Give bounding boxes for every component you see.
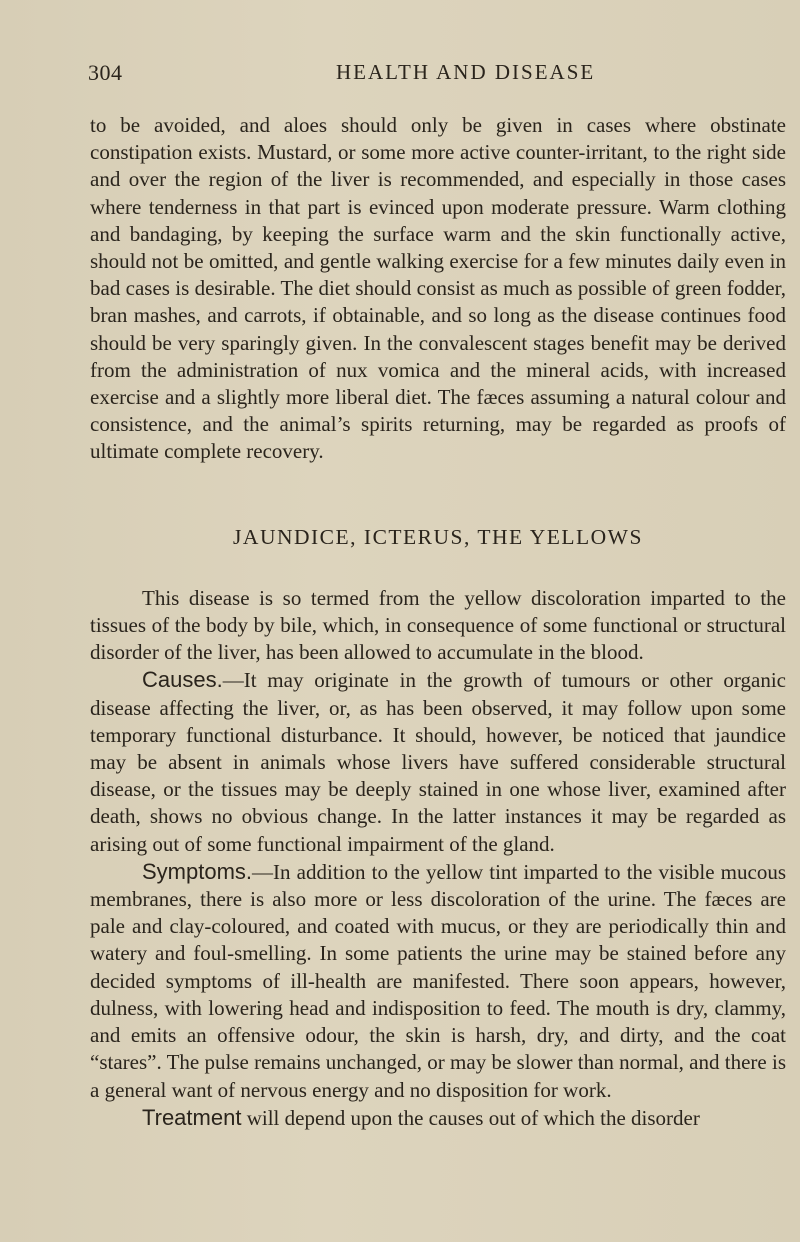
treatment-paragraph (90, 1104, 786, 1132)
section-title: JAUNDICE, ICTERUS, THE YELLOWS (233, 524, 643, 549)
page-body (90, 112, 786, 1132)
running-title: HEALTH AND DISEASE (336, 60, 596, 84)
symptoms-heading: Symptoms. (142, 858, 253, 884)
symptoms-text: —In addition to the yellow tint imparted to the visible mucous membranes, there is also more or less discoloration of the urine. The fæces are pale and clay-coloured, and coated with mucus, or they are periodically thin and watery and foul-smelling. In some patients the urine may be stained before any decided symptoms of ill-health are manifested. There soon appears, however, dulness, with lowering head and indisposition to feed. The mouth is dry, clammy, and emits an offensive odour, the skin is harsh, dry, and dirty, and the coat “stares”. The pulse remains unchanged, or may be slower than normal, and there is a general want of nervous energy and no disposition for work. (90, 859, 786, 1102)
treatment-text: will depend upon the causes out of which the disorder (241, 1105, 700, 1130)
causes-text: —It may originate in the growth of tumours or other organic disease affecting the liver, or, as has been observed, it may follow upon some temporary functional disturbance. It should, however, be noticed that jaundice may be absent in animals whose livers have suffered considerable structural disease, or the tissues may be deeply stained in one whose liver, examined after death, shows no obvious change. In the latter instances it may be regarded as arising out of some functional impairment of the gland. (90, 668, 786, 856)
page-number: 304 (88, 60, 123, 85)
intro-paragraph: This disease is so termed from the yellow discoloration imparted to the tissues of the body by bile, which, in consequence of some functional or structural disorder of the liver, has been allowed to accumulate in the blood. (90, 585, 786, 665)
causes-paragraph (90, 666, 786, 857)
causes-heading: Causes. (142, 667, 223, 693)
symptoms-paragraph (90, 858, 786, 1104)
continuation-paragraph: to be avoided, and aloes should only be given in cases where obstinate constipation exists. Mustard, or some more active counter-irritant, to the right side and over the region of the liver is recommended, and especially in those cases where tenderness in that part is evinced upon moderate pressure. Warm clothing and bandaging, by keeping the surface warm and the skin functionally active, should not be omitted, and gentle walking exercise for a few minutes daily even in bad cases is desirable. The diet should consist as much as possible of green fodder, bran mashes, and carrots, if obtainable, and so long as the disease continues food should be very sparingly given. In the convalescent stages benefit may be derived from the administration of nux vomica and the mineral acids, with increased exercise and a slightly more liberal diet. The fæces assuming a natural colour and consistence, and the animal’s spirits returning, may be regarded as proofs of ultimate complete recovery. (90, 113, 786, 464)
page-header (88, 60, 760, 94)
treatment-heading: Treatment (142, 1104, 242, 1130)
